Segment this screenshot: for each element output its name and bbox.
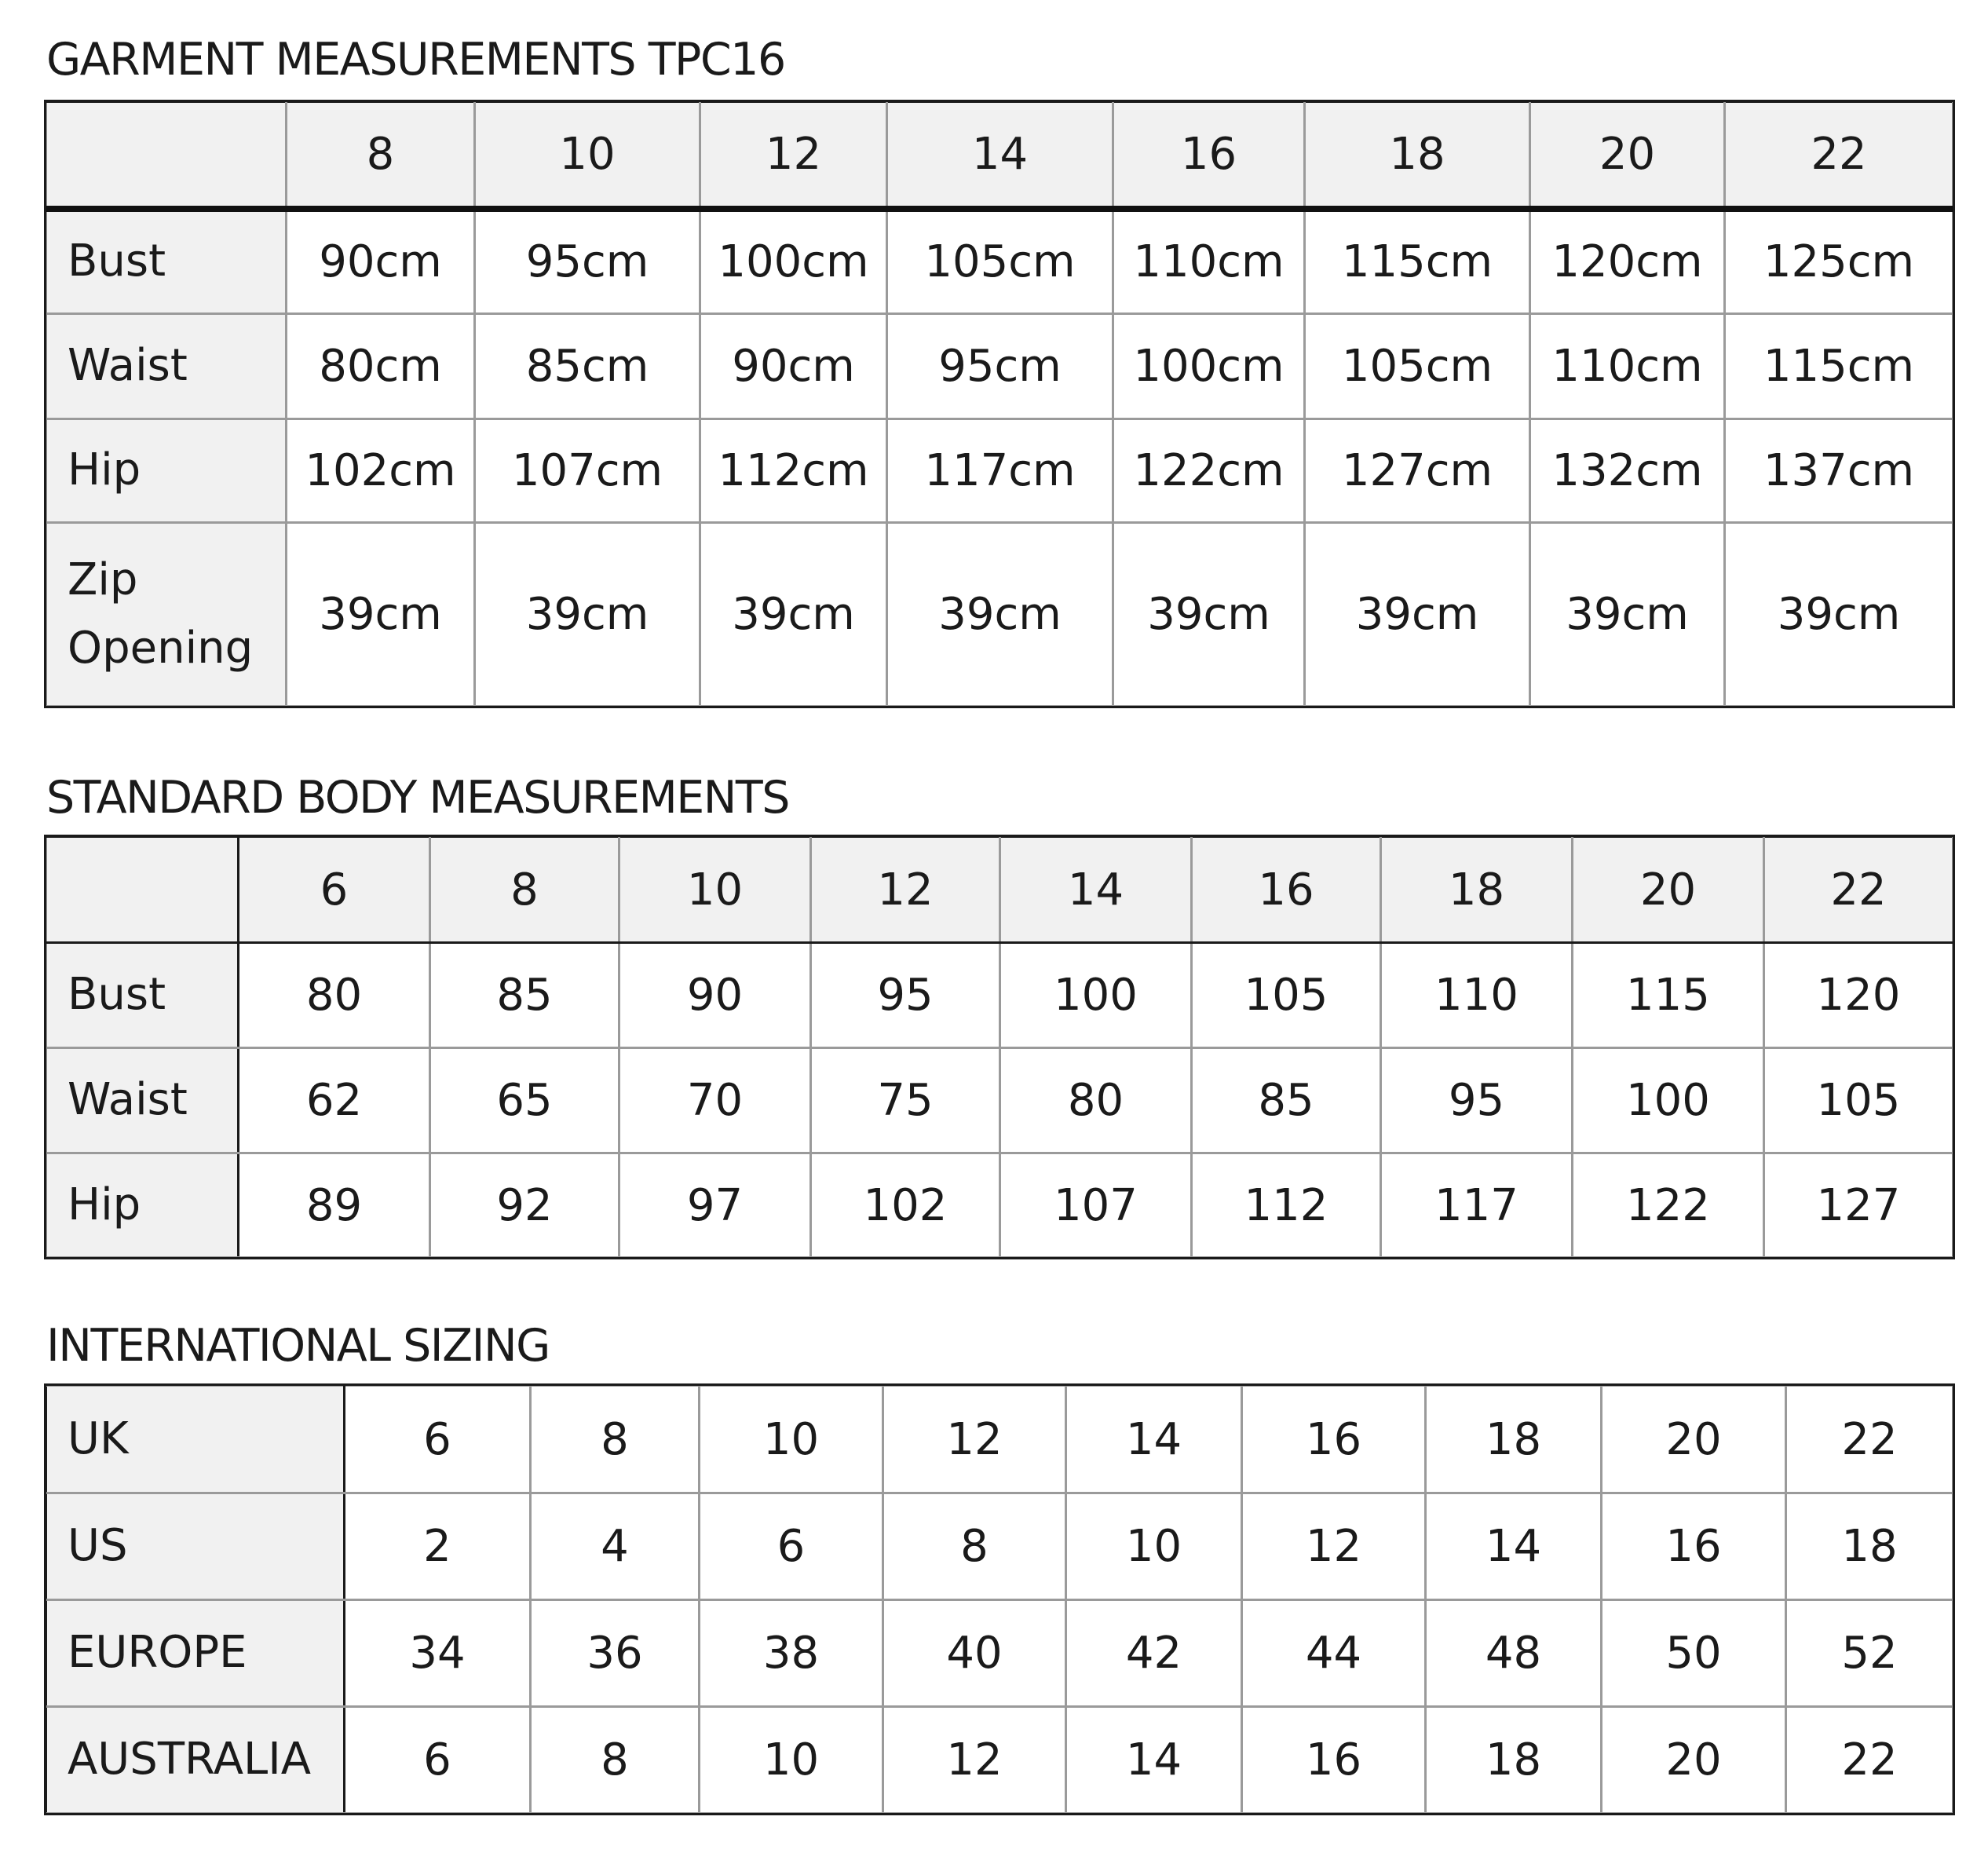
table-cell: 22 <box>1786 1707 1953 1814</box>
size-header: 18 <box>1305 102 1530 209</box>
size-header: 14 <box>1000 837 1192 943</box>
table-cell: 120cm <box>1530 209 1725 314</box>
table-cell: 14 <box>1066 1386 1242 1493</box>
table-cell: 12 <box>883 1707 1066 1814</box>
table-cell: 112 <box>1192 1153 1381 1258</box>
table-cell: 107 <box>1000 1153 1192 1258</box>
table-cell: 120 <box>1764 943 1953 1048</box>
table-cell: 10 <box>700 1707 883 1814</box>
table-cell: 107cm <box>475 419 700 523</box>
table-cell: 8 <box>531 1707 700 1814</box>
size-header: 18 <box>1381 837 1573 943</box>
table-cell: 12 <box>1242 1493 1426 1600</box>
size-header: 20 <box>1573 837 1764 943</box>
table-cell: 65 <box>430 1048 619 1153</box>
size-header: 8 <box>430 837 619 943</box>
table-cell: 14 <box>1066 1707 1242 1814</box>
table-cell: 16 <box>1242 1386 1426 1493</box>
table-cell: 50 <box>1602 1600 1786 1707</box>
table-cell: 105 <box>1192 943 1381 1048</box>
body-measurements-table <box>45 835 1954 1259</box>
table-cell: 89 <box>239 1153 430 1258</box>
table-cell: 85 <box>430 943 619 1048</box>
table-cell: 10 <box>700 1386 883 1493</box>
table-cell: 20 <box>1602 1707 1786 1814</box>
table-cell: 10 <box>1066 1493 1242 1600</box>
table-row <box>46 209 1953 314</box>
size-header: 14 <box>887 102 1113 209</box>
size-header: 12 <box>811 837 1000 943</box>
table-cell: 110cm <box>1113 209 1305 314</box>
size-header: 6 <box>239 837 430 943</box>
table-cell: 16 <box>1602 1493 1786 1600</box>
table-cell: 80cm <box>287 314 475 419</box>
table-cell: 18 <box>1426 1386 1602 1493</box>
table-cell: 8 <box>883 1493 1066 1600</box>
table-cell: 44 <box>1242 1600 1426 1707</box>
row-label: Bust <box>46 943 239 1048</box>
row-label: Waist <box>46 1048 239 1153</box>
table-cell: 80 <box>1000 1048 1192 1153</box>
table-cell: 127 <box>1764 1153 1953 1258</box>
row-label: Zip Opening <box>46 523 287 707</box>
table-cell: 100cm <box>700 209 887 314</box>
size-header: 16 <box>1192 837 1381 943</box>
table-cell: 39cm <box>1113 523 1305 707</box>
table-cell: 18 <box>1786 1493 1953 1600</box>
table-row <box>46 943 1953 1048</box>
table-cell: 39cm <box>475 523 700 707</box>
table-cell: 38 <box>700 1600 883 1707</box>
table-cell: 14 <box>1426 1493 1602 1600</box>
body-size-header-row <box>46 837 1953 943</box>
table-cell: 39cm <box>887 523 1113 707</box>
table-cell: 85cm <box>475 314 700 419</box>
table-cell: 39cm <box>700 523 887 707</box>
international-sizing-table <box>45 1384 1954 1815</box>
table-cell: 92 <box>430 1153 619 1258</box>
table-cell: 102 <box>811 1153 1000 1258</box>
table-cell: 48 <box>1426 1600 1602 1707</box>
row-label: EUROPE <box>46 1600 345 1707</box>
row-label: Waist <box>46 314 287 419</box>
size-header: 20 <box>1530 102 1725 209</box>
size-header: 10 <box>619 837 811 943</box>
table-cell: 90cm <box>700 314 887 419</box>
table-row <box>46 1386 1953 1493</box>
table-cell: 115cm <box>1305 209 1530 314</box>
garment-measurements-table <box>45 101 1954 707</box>
table-cell: 22 <box>1786 1386 1953 1493</box>
table-cell: 95 <box>811 943 1000 1048</box>
table-cell: 39cm <box>1725 523 1953 707</box>
size-header: 16 <box>1113 102 1305 209</box>
table-cell: 100 <box>1000 943 1192 1048</box>
table-cell: 39cm <box>1305 523 1530 707</box>
row-label: Bust <box>46 209 287 314</box>
table-cell: 75 <box>811 1048 1000 1153</box>
table-cell: 122 <box>1573 1153 1764 1258</box>
table-cell: 6 <box>700 1493 883 1600</box>
table-cell: 39cm <box>287 523 475 707</box>
table-cell: 132cm <box>1530 419 1725 523</box>
table-cell: 105cm <box>887 209 1113 314</box>
row-label: AUSTRALIA <box>46 1707 345 1814</box>
table-cell: 85 <box>1192 1048 1381 1153</box>
table-cell: 127cm <box>1305 419 1530 523</box>
table-cell: 18 <box>1426 1707 1602 1814</box>
garment-size-header-row <box>46 102 1953 209</box>
table-cell: 117 <box>1381 1153 1573 1258</box>
table-cell: 102cm <box>287 419 475 523</box>
table-cell: 137cm <box>1725 419 1953 523</box>
size-header: 22 <box>1725 102 1953 209</box>
table-row <box>46 419 1953 523</box>
table-row <box>46 1707 1953 1814</box>
table-cell: 117cm <box>887 419 1113 523</box>
table-cell: 100cm <box>1113 314 1305 419</box>
table-cell: 39cm <box>1530 523 1725 707</box>
table-cell: 40 <box>883 1600 1066 1707</box>
table-cell: 95cm <box>475 209 700 314</box>
table-cell: 95 <box>1381 1048 1573 1153</box>
table-cell: 16 <box>1242 1707 1426 1814</box>
table-cell: 95cm <box>887 314 1113 419</box>
table-cell: 52 <box>1786 1600 1953 1707</box>
international-sizing-title: INTERNATIONAL SIZING <box>46 1320 550 1372</box>
table-cell: 115 <box>1573 943 1764 1048</box>
table-cell: 8 <box>531 1386 700 1493</box>
table-cell: 100 <box>1573 1048 1764 1153</box>
header-corner-cell <box>46 837 239 943</box>
table-cell: 80 <box>239 943 430 1048</box>
table-cell: 125cm <box>1725 209 1953 314</box>
table-cell: 122cm <box>1113 419 1305 523</box>
row-label: Hip <box>46 1153 239 1258</box>
row-label: US <box>46 1493 345 1600</box>
size-header: 8 <box>287 102 475 209</box>
table-cell: 6 <box>345 1707 531 1814</box>
table-cell: 105cm <box>1305 314 1530 419</box>
table-cell: 115cm <box>1725 314 1953 419</box>
table-cell: 90 <box>619 943 811 1048</box>
table-cell: 2 <box>345 1493 531 1600</box>
table-cell: 12 <box>883 1386 1066 1493</box>
table-cell: 4 <box>531 1493 700 1600</box>
table-cell: 6 <box>345 1386 531 1493</box>
row-label: Hip <box>46 419 287 523</box>
table-cell: 70 <box>619 1048 811 1153</box>
table-cell: 20 <box>1602 1386 1786 1493</box>
body-measurements-title: STANDARD BODY MEASUREMENTS <box>46 772 789 824</box>
size-header: 12 <box>700 102 887 209</box>
size-header: 22 <box>1764 837 1953 943</box>
table-row <box>46 1048 1953 1153</box>
table-cell: 110 <box>1381 943 1573 1048</box>
table-cell: 112cm <box>700 419 887 523</box>
size-header: 10 <box>475 102 700 209</box>
row-label: UK <box>46 1386 345 1493</box>
table-row <box>46 1153 1953 1258</box>
table-cell: 90cm <box>287 209 475 314</box>
table-cell: 62 <box>239 1048 430 1153</box>
table-cell: 105 <box>1764 1048 1953 1153</box>
table-cell: 42 <box>1066 1600 1242 1707</box>
table-row <box>46 523 1953 707</box>
garment-measurements-title: GARMENT MEASUREMENTS TPC16 <box>46 34 785 86</box>
table-cell: 110cm <box>1530 314 1725 419</box>
table-row <box>46 1600 1953 1707</box>
table-cell: 34 <box>345 1600 531 1707</box>
table-cell: 36 <box>531 1600 700 1707</box>
table-row <box>46 1493 1953 1600</box>
header-corner-cell <box>46 102 287 209</box>
table-cell: 97 <box>619 1153 811 1258</box>
table-row <box>46 314 1953 419</box>
